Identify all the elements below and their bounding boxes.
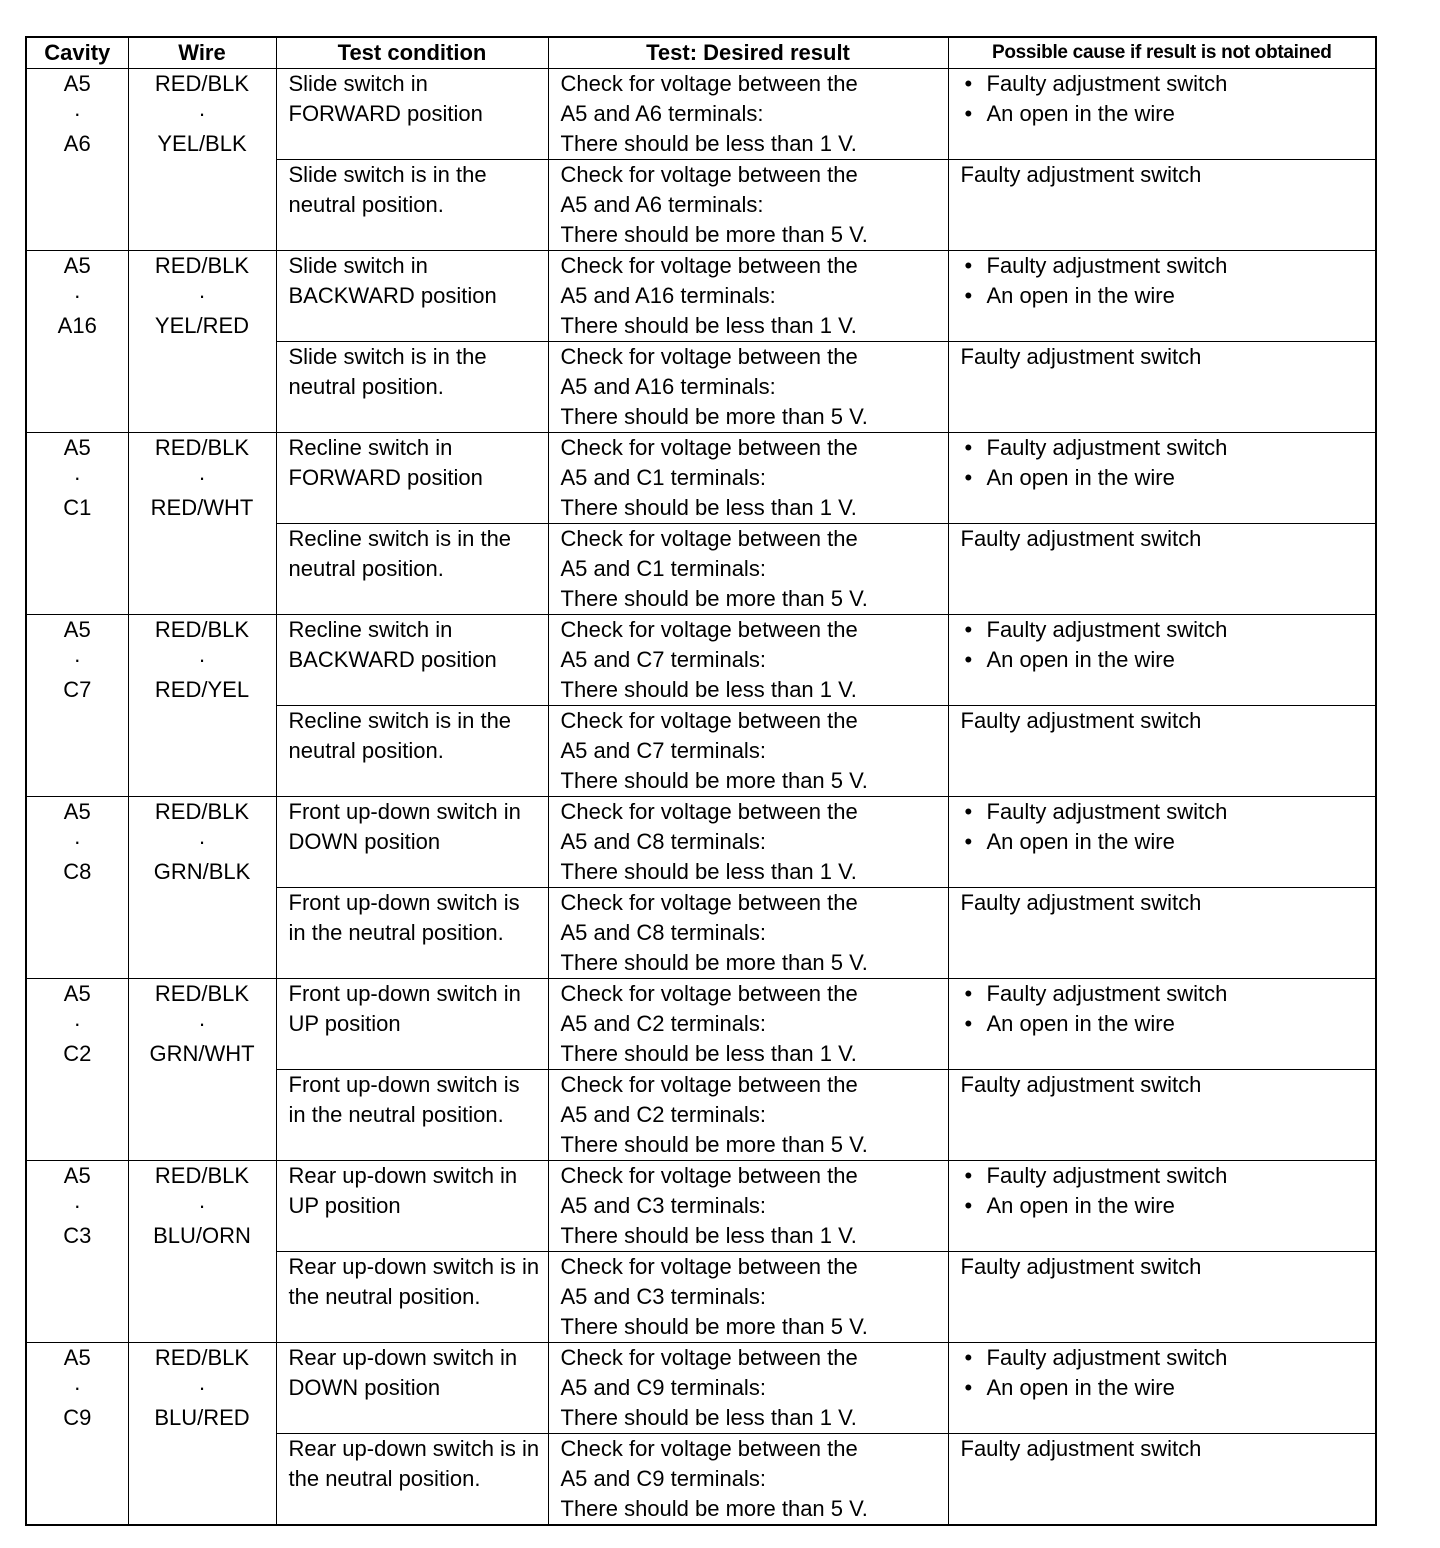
cavity-separator: · [73,829,81,854]
desired-result-cell [548,979,948,1070]
cavity-separator: · [73,1375,81,1400]
desired-result-text [549,797,948,887]
desired-result-cell [548,1070,948,1161]
bullet-mark: • [964,617,973,642]
result-line: A5 and A6 terminals: [560,101,764,126]
result-line: Check for voltage between the [560,799,858,824]
cause-text: Faulty adjustment switch [960,526,1202,551]
desired-result-cell [548,342,948,433]
result-line: There should be less than 1 V. [560,677,857,702]
cavity-to: C3 [63,1223,92,1248]
result-line: Check for voltage between the [560,1163,858,1188]
header-desired-result: Test: Desired result [548,37,948,69]
cavity-separator: · [73,465,81,490]
bullet-mark: • [964,829,973,854]
cause-list-item [961,979,1372,1009]
test-condition-text: Slide switch in BACKWARD position [288,253,497,308]
wire-cell [128,251,276,433]
bullet-mark: • [964,981,973,1006]
result-line: A5 and A16 terminals: [560,374,776,399]
cavity-from: A5 [63,799,91,824]
wire-separator: · [198,283,206,308]
header-cavity: Cavity [26,37,128,69]
cause-text: An open in the wire [986,1011,1175,1036]
possible-cause-cell [948,1070,1376,1161]
cause-text: An open in the wire [986,101,1175,126]
cause-text: Faulty adjustment switch [960,890,1202,915]
desired-result-cell [548,69,948,160]
test-condition-text: Slide switch in FORWARD position [288,71,483,126]
cavity-from: A5 [63,71,91,96]
possible-cause-cell [948,1161,1376,1252]
test-condition-text: Front up-down switch in UP position [288,981,521,1036]
result-line: A5 and C9 terminals: [560,1466,766,1491]
table-row [26,251,1376,342]
cause-text: Faulty adjustment switch [986,617,1228,642]
wire-from: RED/BLK [154,71,250,96]
test-condition-cell [276,797,548,888]
possible-cause-cell [948,979,1376,1070]
bullet-mark: • [964,647,973,672]
result-line: There should be less than 1 V. [560,313,857,338]
test-condition-text: Recline switch is in the neutral position. [288,526,512,581]
wire-from: RED/BLK [154,617,250,642]
result-line: A5 and C8 terminals: [560,829,766,854]
wire-cell [128,69,276,251]
test-condition-text: Front up-down switch is in the neutral position. [288,890,520,945]
test-condition-text: Rear up-down switch in UP position [288,1163,518,1218]
cavity-separator: · [73,283,81,308]
cause-list [961,1343,1372,1403]
possible-cause-content [949,433,1376,493]
result-line: Check for voltage between the [560,1436,858,1461]
result-line: A5 and C7 terminals: [560,647,766,672]
cause-text: Faulty adjustment switch [986,253,1228,278]
desired-result-text [549,706,948,796]
result-line: There should be more than 5 V. [560,586,868,611]
possible-cause-content [949,979,1376,1039]
wire-separator: · [198,1193,206,1218]
result-line: Check for voltage between the [560,526,858,551]
cause-list-item [961,797,1372,827]
table-row [26,433,1376,524]
possible-cause-cell [948,69,1376,160]
cavity-from: A5 [63,435,91,460]
possible-cause-cell [948,433,1376,524]
possible-cause-cell [948,1252,1376,1343]
desired-result-text [549,979,948,1069]
possible-cause-content [949,797,1376,857]
test-condition-cell [276,160,548,251]
possible-cause-cell [948,251,1376,342]
wire-to: RED/WHT [150,495,254,520]
result-line: There should be less than 1 V. [560,859,857,884]
wire-from: RED/BLK [154,1163,250,1188]
wire-cell [128,979,276,1161]
cause-text: Faulty adjustment switch [960,1072,1202,1097]
possible-cause-cell [948,797,1376,888]
desired-result-cell [548,433,948,524]
test-condition-text: Recline switch in FORWARD position [288,435,483,490]
test-condition-cell [276,1161,548,1252]
test-condition-cell [276,1252,548,1343]
cavity-from: A5 [63,1345,91,1370]
possible-cause-content [949,1252,1376,1282]
result-line: There should be less than 1 V. [560,1405,857,1430]
cavity-to: C8 [63,859,92,884]
wire-separator: · [198,1011,206,1036]
cause-list [961,69,1372,129]
cavity-from: A5 [63,981,91,1006]
cavity-from: A5 [63,1163,91,1188]
desired-result-text [549,1070,948,1160]
result-line: Check for voltage between the [560,1345,858,1370]
cause-list-item [961,251,1372,281]
test-condition-cell [276,524,548,615]
desired-result-cell [548,1343,948,1434]
cause-text: Faulty adjustment switch [986,1163,1228,1188]
possible-cause-content [949,342,1376,372]
cavity-to: A16 [57,313,97,338]
wire-separator: · [198,647,206,672]
bullet-mark: • [964,435,973,460]
cause-list-item [961,69,1372,99]
test-condition-text: Recline switch in BACKWARD position [288,617,497,672]
desired-result-text [549,342,948,432]
wire-cell [128,1343,276,1526]
cause-text: Faulty adjustment switch [960,1254,1202,1279]
cavity-to: C1 [63,495,92,520]
wire-to: GRN/WHT [149,1041,255,1066]
cause-list [961,433,1372,493]
table-row [26,69,1376,160]
test-condition-text: Rear up-down switch in DOWN position [288,1345,518,1400]
result-line: A5 and C9 terminals: [560,1375,766,1400]
cause-list-item [961,1161,1372,1191]
switch-test-table [25,36,1377,1526]
cause-list-item [961,645,1372,675]
possible-cause-cell [948,524,1376,615]
result-line: Check for voltage between the [560,890,858,915]
possible-cause-content [949,888,1376,918]
possible-cause-content [949,1070,1376,1100]
test-condition-text: Recline switch is in the neutral position. [288,708,512,763]
bullet-mark: • [964,1345,973,1370]
wire-separator: · [198,465,206,490]
possible-cause-cell [948,615,1376,706]
cause-text: Faulty adjustment switch [986,435,1228,460]
result-line: A5 and C1 terminals: [560,465,766,490]
cause-list-item [961,463,1372,493]
bullet-mark: • [964,1193,973,1218]
cause-list-item [961,615,1372,645]
cause-text: An open in the wire [986,283,1175,308]
result-line: A5 and A6 terminals: [560,192,764,217]
possible-cause-content [949,1434,1376,1464]
cavity-to: C9 [63,1405,92,1430]
result-line: Check for voltage between the [560,1254,858,1279]
result-line: There should be more than 5 V. [560,1132,868,1157]
desired-result-text [549,615,948,705]
result-line: Check for voltage between the [560,435,858,460]
cause-list-item [961,433,1372,463]
wire-cell [128,1161,276,1343]
cause-text: Faulty adjustment switch [986,799,1228,824]
test-condition-cell [276,615,548,706]
result-line: Check for voltage between the [560,71,858,96]
wire-from: RED/BLK [154,1345,250,1370]
test-condition-cell [276,706,548,797]
test-condition-cell [276,251,548,342]
desired-result-cell [548,1252,948,1343]
wire-from: RED/BLK [154,435,250,460]
cause-list-item [961,1009,1372,1039]
cause-list-item [961,1191,1372,1221]
wire-to: BLU/ORN [153,1223,251,1248]
desired-result-text [549,888,948,978]
cavity-cell [26,1343,128,1526]
cavity-to: A6 [63,131,91,156]
result-line: There should be less than 1 V. [560,131,857,156]
result-line: There should be more than 5 V. [560,1314,868,1339]
result-line: A5 and C2 terminals: [560,1011,766,1036]
table-row [26,979,1376,1070]
table-row [26,797,1376,888]
test-condition-cell [276,979,548,1070]
test-condition-text: Slide switch is in the neutral position. [288,162,487,217]
test-condition-cell [276,1434,548,1526]
bullet-mark: • [964,1163,973,1188]
cavity-cell [26,251,128,433]
wire-from: RED/BLK [154,799,250,824]
bullet-mark: • [964,465,973,490]
cause-text: Faulty adjustment switch [960,708,1202,733]
bullet-mark: • [964,101,973,126]
desired-result-cell [548,706,948,797]
possible-cause-content [949,160,1376,190]
wire-from: RED/BLK [154,253,250,278]
result-line: Check for voltage between the [560,1072,858,1097]
cause-list [961,1161,1372,1221]
desired-result-text [549,1434,948,1524]
result-line: There should be less than 1 V. [560,1041,857,1066]
bullet-mark: • [964,799,973,824]
desired-result-text [549,433,948,523]
possible-cause-cell [948,342,1376,433]
wire-separator: · [198,1375,206,1400]
test-condition-cell [276,1070,548,1161]
test-condition-text: Front up-down switch is in the neutral position. [288,1072,520,1127]
desired-result-cell [548,1161,948,1252]
bullet-mark: • [964,1011,973,1036]
cause-text: Faulty adjustment switch [986,71,1228,96]
cause-text: Faulty adjustment switch [960,344,1202,369]
possible-cause-content [949,524,1376,554]
cause-text: Faulty adjustment switch [960,162,1202,187]
desired-result-text [549,69,948,159]
wire-to: YEL/RED [154,313,250,338]
possible-cause-cell [948,1343,1376,1434]
cause-list-item [961,1343,1372,1373]
cavity-cell [26,797,128,979]
result-line: There should be more than 5 V. [560,950,868,975]
cavity-cell [26,615,128,797]
desired-result-text [549,1252,948,1342]
table-header-row [26,37,1376,69]
wire-cell [128,433,276,615]
cause-text: Faulty adjustment switch [986,981,1228,1006]
desired-result-text [549,1343,948,1433]
result-line: A5 and C3 terminals: [560,1284,766,1309]
wire-to: GRN/BLK [153,859,251,884]
cavity-separator: · [73,647,81,672]
test-condition-text: Slide switch is in the neutral position. [288,344,487,399]
table-row [26,1161,1376,1252]
wire-to: RED/YEL [154,677,250,702]
bullet-mark: • [964,253,973,278]
cause-text: An open in the wire [986,829,1175,854]
cause-list-item [961,99,1372,129]
test-condition-text: Front up-down switch in DOWN position [288,799,521,854]
cavity-to: C7 [63,677,92,702]
test-condition-cell [276,888,548,979]
result-line: Check for voltage between the [560,253,858,278]
result-line: There should be more than 5 V. [560,768,868,793]
table-row [26,1343,1376,1434]
cavity-separator: · [73,1011,81,1036]
possible-cause-content [949,1161,1376,1221]
result-line: Check for voltage between the [560,617,858,642]
result-line: A5 and C2 terminals: [560,1102,766,1127]
wire-separator: · [198,829,206,854]
result-line: A5 and C8 terminals: [560,920,766,945]
cause-list [961,979,1372,1039]
wire-cell [128,615,276,797]
result-line: There should be more than 5 V. [560,1496,868,1521]
desired-result-text [549,1161,948,1251]
cavity-cell [26,979,128,1161]
result-line: A5 and C3 terminals: [560,1193,766,1218]
wire-cell [128,797,276,979]
wire-from: RED/BLK [154,981,250,1006]
result-line: There should be less than 1 V. [560,1223,857,1248]
cavity-from: A5 [63,253,91,278]
bullet-mark: • [964,1375,973,1400]
desired-result-cell [548,615,948,706]
test-condition-cell [276,1343,548,1434]
result-line: A5 and C1 terminals: [560,556,766,581]
cause-text: An open in the wire [986,465,1175,490]
cavity-separator: · [73,1193,81,1218]
table-row [26,615,1376,706]
wire-to: YEL/BLK [157,131,247,156]
cause-list-item [961,1373,1372,1403]
result-line: There should be less than 1 V. [560,495,857,520]
possible-cause-content [949,706,1376,736]
cause-text: An open in the wire [986,647,1175,672]
cause-text: An open in the wire [986,1375,1175,1400]
cavity-cell [26,433,128,615]
cavity-cell [26,1161,128,1343]
header-wire: Wire [128,37,276,69]
desired-result-cell [548,160,948,251]
possible-cause-cell [948,706,1376,797]
table-body [26,69,1376,1526]
desired-result-cell [548,888,948,979]
desired-result-text [549,160,948,250]
test-condition-cell [276,342,548,433]
possible-cause-cell [948,160,1376,251]
cause-list-item [961,281,1372,311]
test-condition-text: Rear up-down switch is in the neutral position. [288,1254,540,1309]
cause-text: Faulty adjustment switch [960,1436,1202,1461]
desired-result-cell [548,797,948,888]
possible-cause-content [949,1343,1376,1403]
desired-result-cell [548,251,948,342]
header-possible-cause: Possible cause if result is not obtained [948,37,1376,69]
troubleshooting-table-sheet [25,36,1375,1526]
bullet-mark: • [964,71,973,96]
wire-to: BLU/RED [154,1405,250,1430]
cavity-cell [26,69,128,251]
possible-cause-content [949,251,1376,311]
bullet-mark: • [964,283,973,308]
result-line: There should be more than 5 V. [560,222,868,247]
possible-cause-content [949,615,1376,675]
result-line: There should be more than 5 V. [560,404,868,429]
possible-cause-cell [948,888,1376,979]
header-test-condition: Test condition [276,37,548,69]
desired-result-cell [548,1434,948,1526]
result-line: Check for voltage between the [560,162,858,187]
cavity-separator: · [73,101,81,126]
cause-list [961,251,1372,311]
cavity-from: A5 [63,617,91,642]
desired-result-text [549,251,948,341]
cause-text: An open in the wire [986,1193,1175,1218]
possible-cause-cell [948,1434,1376,1526]
wire-separator: · [198,101,206,126]
test-condition-text: Rear up-down switch is in the neutral position. [288,1436,540,1491]
test-condition-cell [276,69,548,160]
cause-list [961,797,1372,857]
result-line: Check for voltage between the [560,344,858,369]
result-line: A5 and C7 terminals: [560,738,766,763]
cavity-to: C2 [63,1041,92,1066]
possible-cause-content [949,69,1376,129]
test-condition-cell [276,433,548,524]
result-line: Check for voltage between the [560,981,858,1006]
result-line: A5 and A16 terminals: [560,283,776,308]
result-line: Check for voltage between the [560,708,858,733]
cause-list [961,615,1372,675]
cause-text: Faulty adjustment switch [986,1345,1228,1370]
desired-result-text [549,524,948,614]
desired-result-cell [548,524,948,615]
cause-list-item [961,827,1372,857]
